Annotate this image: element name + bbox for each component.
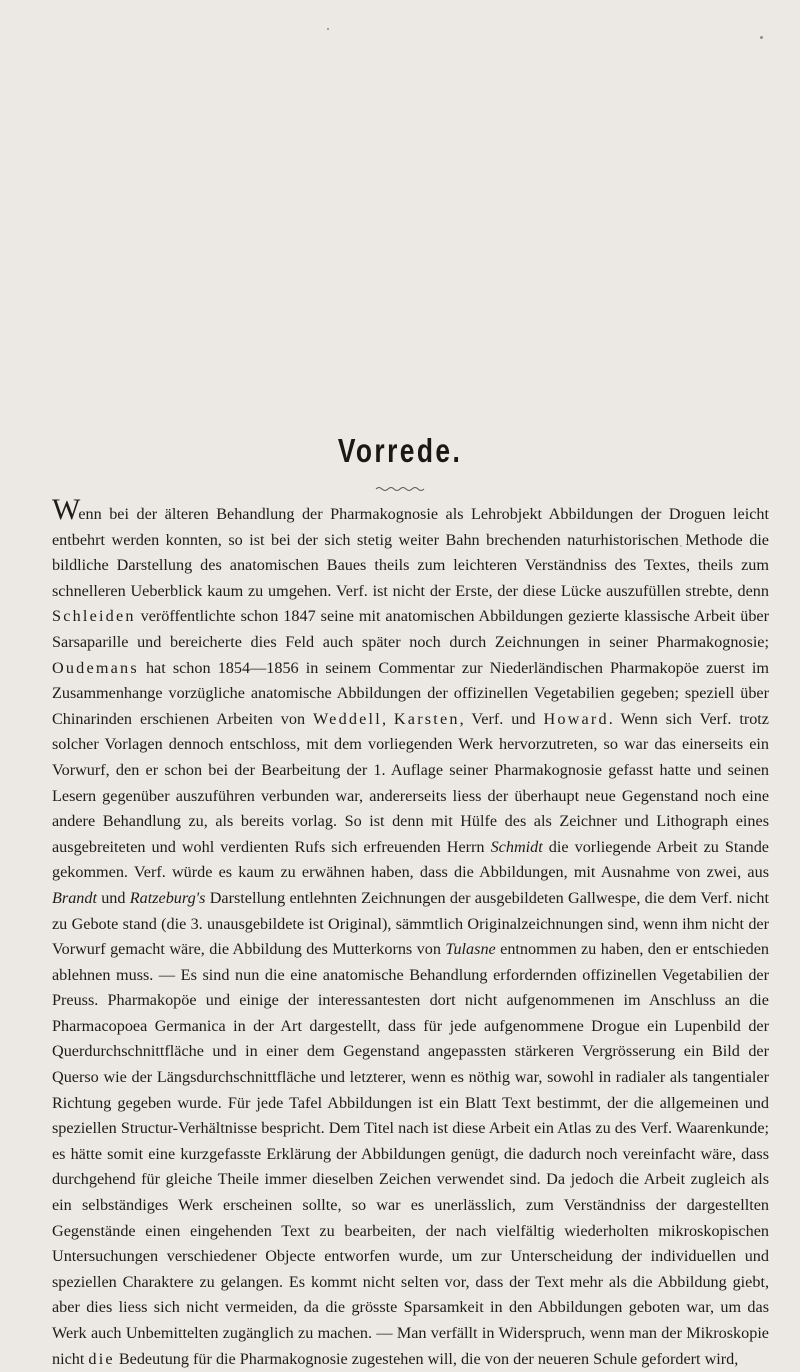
text-run: die vorliegende Arbeit zu Stande gekommen. Verf. würde es kaum zu erwähnen haben, dass die Abbildungen, mit Ausnahme von zwei, aus bbox=[52, 837, 769, 882]
preface-paragraph bbox=[52, 493, 770, 1372]
preface-text bbox=[52, 493, 770, 1372]
text-run: und bbox=[96, 888, 130, 907]
drop-cap-letter: W bbox=[52, 493, 79, 526]
spaced-name: Karsten bbox=[393, 709, 460, 728]
wavy-rule-icon bbox=[374, 485, 426, 493]
spaced-name: Oudemans bbox=[52, 658, 139, 677]
italic-name: Schmidt bbox=[490, 837, 543, 856]
text-run: , bbox=[381, 709, 394, 728]
text-run: , Verf. und bbox=[459, 709, 544, 728]
text-run: . Wenn sich Verf. trotz solcher Vorlagen dennoch entschloss, mit dem vorliegenden Werk hervorzutreten, so war das einerseits ein Vorwurf, den er schon bei der Bearbeitung der 1. Auflage seiner Pharmakognosie gefasst hatte und seinen Lesern gegenüber auszuführen verbunden war, andererseits liess der überhaupt neue Gegenstand noch eine andere Behandlung zu, als bereits vorlag. So ist denn mit Hülfe des als Zeichner und Lithograph eines ausgebreiteten und wohl verdienten Rufs sich erfreuenden Herrn bbox=[52, 709, 769, 856]
italic-name: Brandt bbox=[52, 888, 97, 907]
paper-speck bbox=[680, 545, 682, 547]
spaced-name: Howard bbox=[543, 709, 609, 728]
text-run: enn bei der älteren Behandlung der Pharmakognosie als Lehrobjekt Abbildungen der Droguen leicht entbehrt werden konnten, so ist bei der sich stetig weiter Bahn brechenden naturhistorischen Methode die bildliche Darstellung des anatomischen Baues theils zum leichteren Verständniss des Textes, theils zum schnelleren Ueberblick kaum zu umgehen. Verf. ist nicht der Erste, der diese Lücke auszufüllen strebte, denn bbox=[52, 505, 769, 600]
spaced-name: Weddell bbox=[313, 709, 382, 728]
text-run: Darstellung entlehnten Zeichnungen der ausgebildeten Gallwespe, die dem Verf. nicht zu Gebote stand (die 3. unausgebildete ist Original), sämmtlich Originalzeichnungen sind, wenn ihm nicht der Vorwurf gemacht wäre, die Abbildung des Mutterkorns von bbox=[52, 888, 769, 959]
text-run: Bedeutung für die Pharmakognosie zugestehen will, die von der neueren Schule gefordert wird, bbox=[114, 1349, 739, 1368]
paper-speck bbox=[760, 36, 763, 39]
spaced-name: die bbox=[88, 1349, 115, 1368]
italic-name: Tulasne bbox=[445, 940, 496, 959]
title-ornament bbox=[0, 480, 800, 498]
spaced-name: Schleiden bbox=[52, 607, 136, 626]
text-run: hat schon 1854—1856 in seinem Commentar zur Niederländischen Pharmakopöe zuerst im Zusammenhange vorzügliche anatomische Abbildungen der offizinellen Vegetabilien gegeben; speziell über Chinarinden erschienen Arbeiten von bbox=[52, 658, 769, 728]
text-run: entnommen zu haben, den er entschieden ablehnen muss. — Es sind nun die eine anatomische Behandlung erfordernden offizinellen Vegetabilien der Preuss. Pharmakopöe und einige der interessantesten dort nicht aufgenommenen im Anschluss an die Pharmacopoea Germanica in der Art dargestellt, dass für jede aufgenommene Drogue ein Lupenbild der Querdurchschnittfläche und in einer dem Gegenstand angepassten stärkeren Vergrösserung ein Bild der Querso wie der Längsdurchschnittfläche und letzterer, wenn es nöthig war, sowohl in radialer als tangentialer Richtung gegeben wurde. Für jede Tafel Abbildungen ist ein Blatt Text bestimmt, der die allgemeinen und speziellen Structur-Verhältnisse bespricht. Dem Titel nach ist diese Arbeit ein Atlas zu des Verf. Waarenkunde; es hätte somit eine kurzgefasste Erklärung der Abbildungen genügt, die dadurch noch vereinfacht wäre, dass durchgehend für gleiche Theile immer dieselben Zeichen verwendet sind. Da jedoch die Arbeit zugleich als ein selbständiges Werk erscheinen sollte, so war es unerlässlich, zum Verständniss der dargestellten Gegenstände einen eingehenden Text zu bearbeiten, der nach vielfältig wiederholten mikroskopischen Untersuchungen verschiedener Objecte entworfen wurde, um zur Unterscheidung der individuellen und speziellen Charaktere zu gelangen. Es kommt nicht selten vor, dass der Text mehr als die Abbildung giebt, aber dies liess sich nicht vermeiden, da die grösste Sparsamkeit in den Abbildungen geboten war, um das Werk auch Unbemittelten zugänglich zu machen. — Man verfällt in Widerspruch, wenn man der Mikroskopie nicht bbox=[52, 940, 770, 1368]
text-run: veröffentlichte schon 1847 seine mit anatomischen Abbildungen gezierte klassische Arbeit über Sarsaparille und bereicherte dies Feld auch später noch durch Zeichnungen in seiner Pharmakognosie; bbox=[52, 607, 769, 651]
italic-name: Ratzeburg's bbox=[129, 888, 206, 907]
page-title: Vorrede. bbox=[337, 432, 463, 469]
paper-speck bbox=[327, 28, 329, 30]
